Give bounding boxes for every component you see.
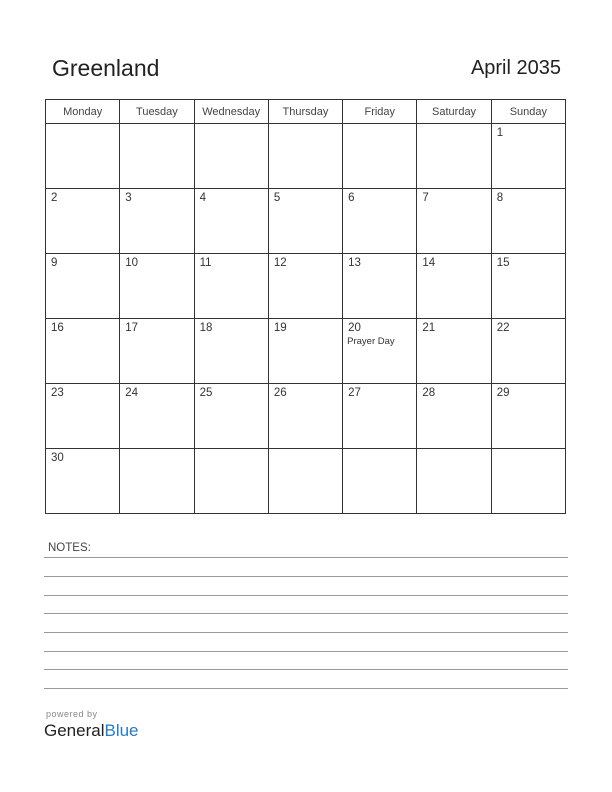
day-number: 2 [51,192,58,204]
day-cell [491,189,565,254]
day-cell [194,124,268,189]
weekday-header: Wednesday [194,100,268,124]
day-number: 24 [125,387,139,399]
notes-line [44,595,568,596]
day-cell [46,449,120,514]
day-cell [46,189,120,254]
month-year-title: April 2035 [470,57,561,79]
weekday-header: Friday [343,100,417,124]
day-number: 10 [125,257,139,269]
week-row [46,189,566,254]
notes-line [44,613,568,614]
day-number: 27 [348,387,361,399]
day-number: 20 [348,322,361,334]
notes-line [44,669,568,670]
brand-logo [44,721,139,741]
week-row [46,384,566,449]
week-row [46,254,566,319]
day-cell [120,189,194,254]
day-cell [194,319,268,384]
day-cell [417,319,491,384]
day-number: 14 [422,257,436,269]
day-number: 9 [51,257,58,269]
day-cell [343,254,417,319]
day-cell [268,189,342,254]
day-number: 8 [496,192,504,204]
day-cell [194,449,268,514]
day-cell [194,254,268,319]
day-cell [417,254,491,319]
day-cell [417,124,491,189]
day-number: 7 [422,192,429,204]
day-number: 16 [51,322,64,334]
day-cell [343,319,417,384]
day-number: 6 [348,192,355,204]
notes-line [44,576,568,577]
day-number: 23 [51,387,64,399]
day-cell [120,254,194,319]
day-cell [491,384,565,449]
day-cell [194,384,268,449]
notes-line [44,557,568,558]
powered-by-text: powered by [46,709,98,719]
day-cell [46,124,120,189]
week-row [46,449,566,514]
day-cell [194,189,268,254]
day-cell [417,384,491,449]
weekday-header: Monday [46,100,120,124]
day-number: 4 [199,192,206,204]
brand-blue: Blue [104,721,139,740]
day-cell [491,449,565,514]
notes-line [44,688,568,689]
day-number: 17 [125,322,139,334]
day-number: 13 [348,257,361,269]
day-cell [46,319,120,384]
day-number: 29 [496,387,510,399]
day-cell [343,384,417,449]
day-cell [417,189,491,254]
week-row [46,319,566,384]
day-cell [491,254,565,319]
day-number: 1 [496,127,504,139]
day-cell [120,449,194,514]
day-number: 21 [422,322,436,334]
weekday-header: Sunday [491,100,565,124]
day-number: 3 [125,192,132,204]
day-number: 12 [273,257,287,269]
day-number: 11 [199,257,212,269]
notes-line [44,651,568,652]
notes-line [44,632,568,633]
day-cell [46,254,120,319]
day-cell [343,449,417,514]
day-cell [268,384,342,449]
day-cell [343,124,417,189]
day-cell [268,124,342,189]
day-cell [120,124,194,189]
day-cell [120,384,194,449]
calendar-grid [45,99,566,514]
day-cell [491,124,565,189]
day-cell [120,319,194,384]
holiday-label: Prayer Day [347,336,395,347]
weekday-header: Tuesday [120,100,194,124]
day-number: 28 [422,387,436,399]
day-number: 30 [51,452,64,464]
day-number: 22 [496,322,510,334]
country-title: Greenland [52,55,160,81]
day-number: 25 [199,387,213,399]
day-number: 26 [273,387,287,399]
notes-label: NOTES: [48,542,91,554]
day-cell [417,449,491,514]
day-cell [343,189,417,254]
day-cell [268,254,342,319]
day-cell [491,319,565,384]
day-cell [268,319,342,384]
day-cell [268,449,342,514]
day-number: 19 [273,322,287,334]
day-number: 5 [273,192,281,204]
weekday-header-row [46,100,566,124]
day-cell [46,384,120,449]
weekday-header: Saturday [417,100,491,124]
week-row [46,124,566,189]
day-number: 15 [496,257,510,269]
brand-general: General [44,721,105,740]
weekday-header: Thursday [268,100,342,124]
day-number: 18 [199,322,213,334]
